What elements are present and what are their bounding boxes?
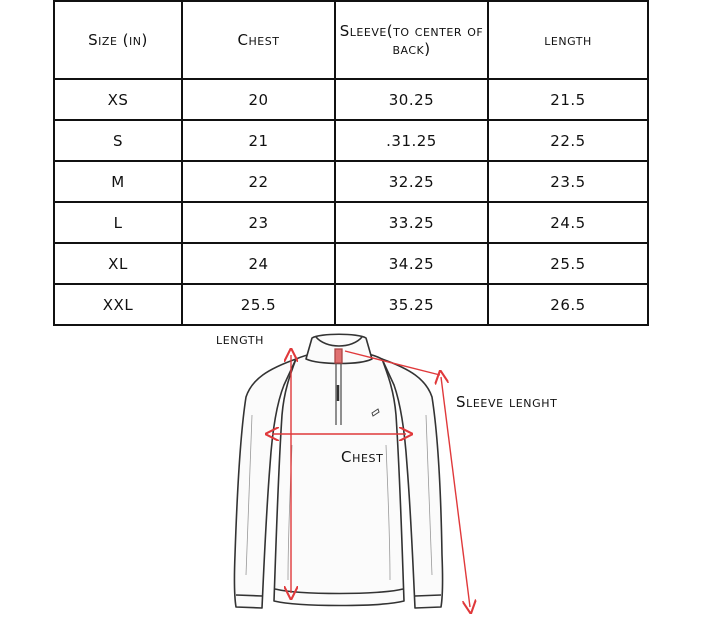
header-size: Size (in) — [54, 1, 182, 79]
table-row — [54, 243, 648, 284]
cell-length: 24.5 — [488, 202, 648, 243]
cell-chest: 21 — [182, 120, 335, 161]
cell-sleeve: 34.25 — [335, 243, 488, 284]
cell-sleeve: .31.25 — [335, 120, 488, 161]
cell-sleeve: 32.25 — [335, 161, 488, 202]
cell-length: 21.5 — [488, 79, 648, 120]
cell-chest: 23 — [182, 202, 335, 243]
header-length: length — [488, 1, 648, 79]
cell-sleeve: 35.25 — [335, 284, 488, 325]
table-row — [54, 161, 648, 202]
cell-size: M — [54, 161, 182, 202]
table-row — [54, 284, 648, 325]
shirt-illustration — [0, 325, 726, 620]
cell-chest: 22 — [182, 161, 335, 202]
cell-length: 23.5 — [488, 161, 648, 202]
cell-size: L — [54, 202, 182, 243]
shirt-sketch — [234, 334, 442, 608]
cell-sleeve: 30.25 — [335, 79, 488, 120]
table-row — [54, 79, 648, 120]
cell-chest: 24 — [182, 243, 335, 284]
cell-length: 22.5 — [488, 120, 648, 161]
cell-size: XXL — [54, 284, 182, 325]
sleeve-label: Sleeve lenght — [456, 393, 558, 411]
cell-length: 26.5 — [488, 284, 648, 325]
cell-sleeve: 33.25 — [335, 202, 488, 243]
cell-size: XS — [54, 79, 182, 120]
chest-label: Chest — [341, 448, 384, 466]
table-row — [54, 120, 648, 161]
cell-size: XL — [54, 243, 182, 284]
cell-size: S — [54, 120, 182, 161]
table-row — [54, 202, 648, 243]
sleeve-arrow — [441, 377, 470, 607]
header-chest: Chest — [182, 1, 335, 79]
cell-length: 25.5 — [488, 243, 648, 284]
header-sleeve: Sleeve(to center of back) — [335, 1, 488, 79]
table-header-row — [54, 1, 648, 79]
size-chart-table — [53, 0, 649, 326]
cell-chest: 20 — [182, 79, 335, 120]
length-label: length — [216, 330, 265, 348]
cell-chest: 25.5 — [182, 284, 335, 325]
measurement-diagram — [0, 325, 726, 620]
